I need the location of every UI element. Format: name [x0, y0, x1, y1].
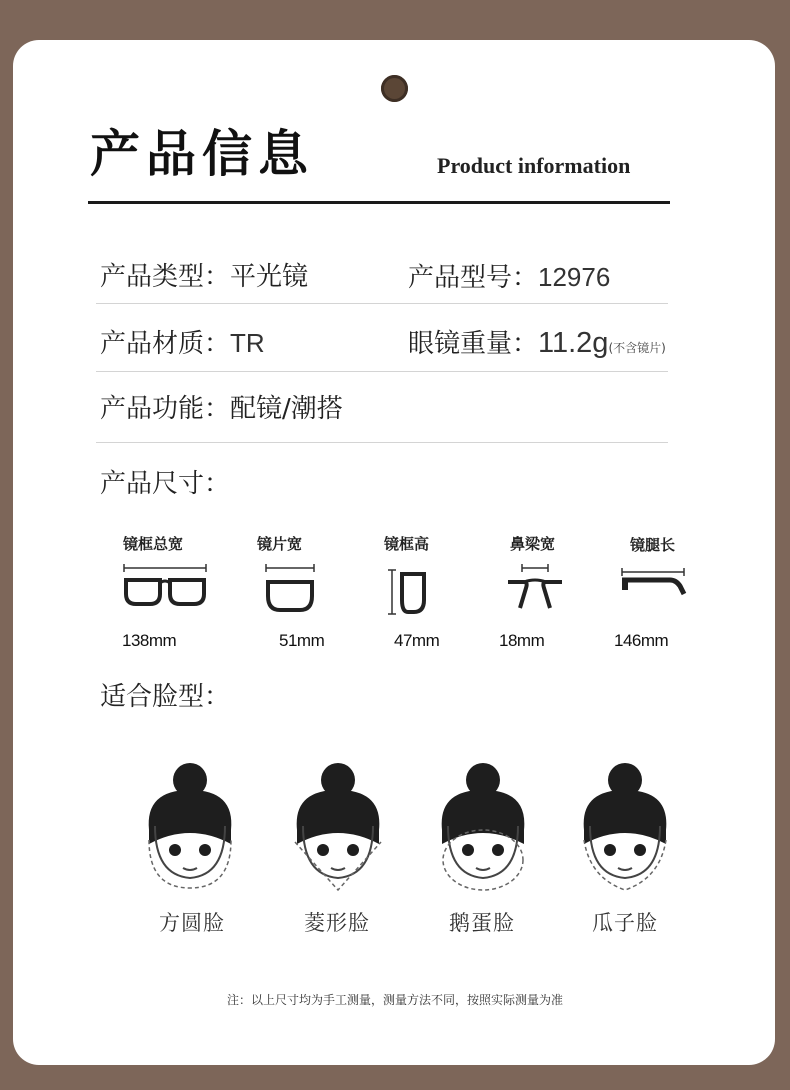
face-label-diamond: 菱形脸 — [304, 911, 370, 935]
spec-type-label: 产品类型： — [100, 262, 231, 292]
dimensions-heading: 产品尺寸： — [100, 469, 231, 499]
spec-material-value: TR — [230, 328, 265, 358]
dim-label-frame-height: 镜框高 — [384, 535, 430, 553]
spec-weight — [408, 326, 666, 365]
frame-height-icon — [386, 566, 432, 618]
round-face-icon — [135, 760, 245, 895]
spec-function-value: 配镜/潮搭 — [230, 394, 343, 424]
spec-model — [408, 260, 610, 295]
page-subtitle: Product information — [437, 153, 631, 178]
dim-value-lens-width: 51mm — [279, 631, 325, 650]
hang-hole — [381, 75, 408, 102]
spec-type-value: 平光镜 — [230, 262, 309, 292]
spec-weight-value: 11.2g — [538, 327, 609, 359]
dim-label-frame-width: 镜框总宽 — [123, 535, 184, 553]
face-label-oval: 鹅蛋脸 — [449, 911, 515, 935]
heart-face-icon — [570, 760, 680, 895]
spec-type — [100, 260, 308, 294]
faces-heading: 适合脸型： — [100, 682, 231, 712]
bridge-width-icon — [506, 564, 564, 614]
row-divider — [96, 371, 668, 372]
face-label-heart: 瓜子脸 — [592, 911, 658, 935]
spec-weight-note: (不含镜片) — [608, 341, 666, 355]
diamond-face-icon — [283, 760, 393, 895]
lens-width-icon — [262, 564, 318, 614]
page-title: 产品信息 — [90, 124, 314, 183]
dim-label-lens-width: 镜片宽 — [257, 535, 303, 553]
oval-face-icon — [428, 760, 538, 895]
row-divider — [96, 442, 668, 443]
dim-label-bridge-width: 鼻梁宽 — [510, 535, 556, 553]
dim-value-frame-height: 47mm — [394, 631, 440, 650]
temple-length-icon — [618, 566, 688, 602]
spec-model-label: 产品型号： — [408, 263, 539, 293]
spec-material — [100, 326, 265, 361]
face-label-round: 方圆脸 — [159, 911, 225, 935]
spec-model-value: 12976 — [538, 262, 611, 292]
frame-total-width-icon — [120, 564, 210, 610]
spec-function-label: 产品功能： — [100, 394, 231, 424]
spec-function — [100, 392, 343, 426]
measurement-footnote: 注：以上尺寸均为手工测量，测量方法不同，按照实际测量为准 — [226, 993, 563, 1007]
spec-material-label: 产品材质： — [100, 329, 231, 359]
row-divider — [96, 303, 668, 304]
dim-value-bridge-width: 18mm — [499, 631, 545, 650]
dim-value-temple-length: 146mm — [614, 631, 669, 650]
dim-label-temple-length: 镜腿长 — [630, 536, 676, 554]
spec-weight-label: 眼镜重量： — [408, 329, 539, 359]
title-divider — [88, 201, 670, 204]
dim-value-frame-width: 138mm — [122, 631, 177, 650]
